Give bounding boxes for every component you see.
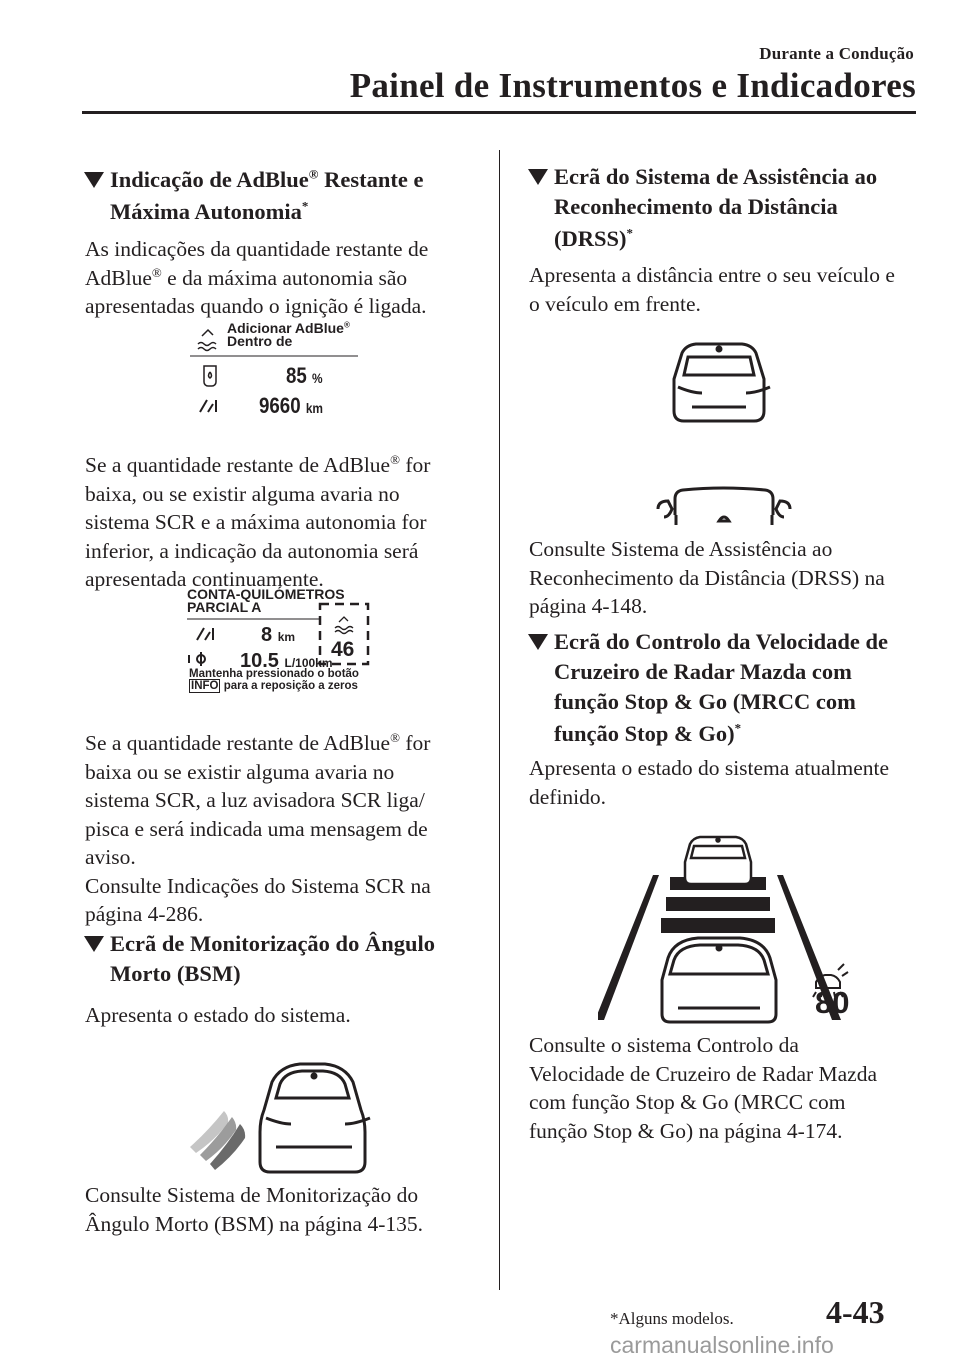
triangle-bullet-icon <box>528 169 548 185</box>
paragraph-adblue-intro: As indicações da quantidade restante de AdBlue® e da máxima autonomia são apresentadas quando o ignição é ligada. <box>85 237 429 318</box>
fig2-range-value: 46 <box>331 638 355 661</box>
paragraph-mrcc-reference: Consulte o sistema Controlo da Velocidade de Cruzeiro de Radar Mazda com função Stop & Go (MRCC com função Stop & Go) na página 4-174. <box>529 1033 878 1143</box>
own-car-front-icon <box>658 488 790 525</box>
paragraph-bsm-reference: Consulte Sistema de Monitorização do Ângulo Morto (BSM) na página 4-135. <box>85 1183 423 1236</box>
fig2-label-trip: PARCIAL A <box>187 599 262 615</box>
adblue-fill-icon <box>198 330 216 351</box>
page-number: 4-43 <box>826 1294 885 1330</box>
droplet-icon <box>204 366 216 386</box>
road-range-icon-2 <box>197 628 213 640</box>
fig2-note-line2: para a reposição a zeros <box>223 680 358 692</box>
bsm-car-illustration <box>180 1052 400 1177</box>
fig1-label-add: Adicionar AdBlue <box>227 320 344 336</box>
section-heading-bsm: Ecrã de Monitorização do Ângulo Morto (BSM) <box>110 929 435 989</box>
fig2-value-consumption: 10.5 <box>240 650 279 672</box>
adblue-fill-icon-2 <box>335 617 353 634</box>
figure-adblue-display: Adicionar AdBlue® Dentro de 85 % 9660 km <box>190 322 365 417</box>
paragraph-drss-intro: Apresenta a distância entre o seu veículo e o veículo em frente. <box>529 263 895 316</box>
fig1-value-km: 9660 <box>259 393 301 418</box>
footnote-some-models: *Alguns modelos. <box>610 1309 734 1328</box>
fuel-consumption-icon <box>189 652 205 666</box>
fig1-unit-km: km <box>305 400 324 416</box>
paragraph-adblue-low: Se a quantidade restante de AdBlue® for baixa, ou se existir alguma avaria no sistema SCR e a máxima autonomia for inferior, a indicação da autonomia será apresentada continuamente. <box>85 451 431 591</box>
fig1-label-within: Dentro de <box>227 333 293 349</box>
section-heading-mrcc: Ecrã do Controlo da Velocidade de Cruzeiro de Radar Mazda com função Stop & Go (MRCC com função Stop & Go)* <box>554 627 888 749</box>
drss-distance-illustration <box>650 335 800 535</box>
fig2-label-odometer: CONTA-QUILÓMETROS <box>187 586 345 602</box>
section-heading-adblue: Indicação de AdBlue® Restante e Máxima Autonomia* <box>110 165 423 227</box>
header-rule <box>82 111 916 114</box>
fig2-unit-km: km <box>277 630 296 644</box>
info-button-label: INFO <box>191 680 219 692</box>
triangle-bullet-icon <box>528 634 548 650</box>
fig1-unit-percent: % <box>312 370 323 386</box>
fig1-value-percent: 85 <box>286 363 307 388</box>
column-divider <box>499 150 500 1290</box>
section-heading-drss: Ecrã do Sistema de Assistência ao Reconhecimento da Distância (DRSS)* <box>554 162 877 254</box>
radar-waves-icon <box>190 1111 245 1170</box>
fig2-value-km: 8 <box>261 624 273 646</box>
triangle-bullet-icon <box>84 936 104 952</box>
car-ahead-small-icon <box>685 837 751 884</box>
paragraph-scr-warning: Se a quantidade restante de AdBlue® for baixa ou se existir alguma avaria no sistema SCR, a luz avisadora SCR liga/ pisca e será indicada uma mensagem de aviso. Consulte Indicações do Sistema SCR na página 4-286. <box>85 729 431 926</box>
page-title: Painel de Instrumentos e Indicadores <box>349 66 916 105</box>
car-rear-icon <box>260 1064 370 1172</box>
own-car-rear-icon <box>662 938 776 1022</box>
watermark-text: carmanualsonline.info <box>610 1332 834 1358</box>
paragraph-bsm-status: Apresenta o estado do sistema. <box>85 1003 351 1027</box>
road-range-icon <box>200 400 216 412</box>
mrcc-speed-value: 80 <box>815 985 850 1020</box>
car-ahead-icon <box>674 344 770 421</box>
running-header-section: Durante a Condução <box>759 44 914 63</box>
fig2-note-line1: Mantenha pressionado o botão <box>189 668 359 680</box>
paragraph-drss-reference: Consulte Sistema de Assistência ao Reconhecimento da Distância (DRSS) na página 4-148. <box>529 537 885 618</box>
distance-bars <box>661 877 775 933</box>
triangle-bullet-icon <box>84 172 104 188</box>
figure-trip-meter-display <box>187 588 377 693</box>
paragraph-mrcc-status: Apresenta o estado do sistema atualmente definido. <box>529 756 890 809</box>
fig2-unit-consumption: L/100km <box>284 656 333 670</box>
